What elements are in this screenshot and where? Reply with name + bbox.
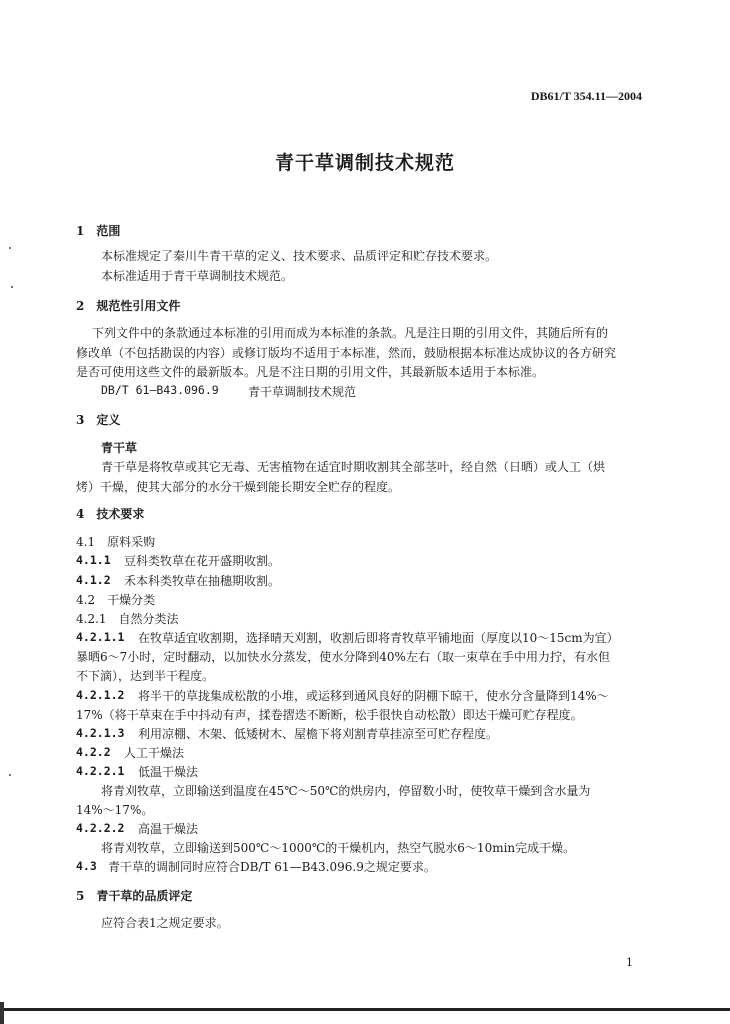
section-2-heading: 2 规范性引用文件 bbox=[76, 299, 181, 313]
section-1-paragraph-1: 本标准规定了秦川牛青干草的定义、技术要求、品质评定和贮存技术要求。 bbox=[101, 249, 498, 263]
clause-4-2-2-2-line-1: 将青刈牧草，立即输送到500℃～1000℃的干燥机内，热空气脱水6～10min完成干燥。 bbox=[101, 841, 576, 855]
clause-4-2-2-text: 人工干燥法 bbox=[124, 746, 185, 760]
clause-4-2-1: 4.2.1 自然分类法 bbox=[76, 612, 179, 626]
section-3-line-1: 青干草是将牧草或其它无毒、无害植物在适宜时期收割其全部茎叶，经自然（日晒）或人工（烘 bbox=[101, 460, 606, 474]
section-5-heading: 5 青干草的品质评定 bbox=[76, 889, 193, 903]
document-number: DB61/T 354.11—2004 bbox=[530, 89, 642, 103]
clause-4-2-1-3-text: 利用凉棚、木架、低矮树木、屋檐下将刈割青草挂凉至可贮存程度。 bbox=[138, 727, 499, 741]
clause-4-2-2-2-title: 高温干燥法 bbox=[138, 822, 199, 836]
reference-title: 青干草调制技术规范 bbox=[248, 385, 357, 399]
term-heading: 青干草 bbox=[101, 441, 138, 455]
clause-4-2-1-1-line-2: 暴晒6～7小时，定时翻动，以加快水分蒸发，使水分降到40%左右（取一束草在手中用力拧，有水但 bbox=[76, 650, 610, 664]
clause-4-3-number: 4.3 bbox=[76, 859, 97, 873]
section-4-heading: 4 技术要求 bbox=[76, 507, 145, 521]
clause-4-2-1-1-line-1: 在牧草适宜收割期，选择晴天刈割，收割后即将青牧草平铺地面（厚度以10～15cm为宜） bbox=[138, 631, 619, 645]
clause-4-1-2-number: 4.1.2 bbox=[76, 573, 111, 587]
page-number: 1 bbox=[626, 956, 633, 969]
clause-4-2-1-2-line-2: 17%（将干草束在手中抖动有声，揉卷摺迭不断断，松手很快自动松散）即达干燥可贮存程度。 bbox=[76, 708, 583, 722]
section-1-paragraph-2: 本标准适用于青干草调制技术规范。 bbox=[101, 269, 294, 283]
page-title: 青干草调制技术规范 bbox=[274, 152, 455, 174]
clause-4-1-1-text: 豆科类牧草在花开盛期收割。 bbox=[124, 554, 281, 568]
section-1-heading: 1 范围 bbox=[76, 224, 121, 238]
clause-4-2-2-number: 4.2.2 bbox=[76, 745, 111, 759]
scan-speck bbox=[9, 774, 11, 776]
clause-4-2-2-1-line-1: 将青刈牧草，立即输送到温度在45℃～50℃的烘房内，停留数小时，使牧草干燥到含水量为 bbox=[101, 784, 591, 798]
clause-4-1: 4.1 原料采购 bbox=[76, 535, 156, 549]
clause-4-2-2-2-number: 4.2.2.2 bbox=[76, 821, 125, 835]
section-2-line-2: 修改单（不包括勘误的内容）或修订版均不适用于本标准，然而，鼓励根据本标准达成协议的各方研究 bbox=[76, 346, 617, 360]
reference-code: DB/T 61—B43.096.9 bbox=[101, 383, 219, 397]
section-3-line-2: 烤）干燥，使其大部分的水分干燥到能长期安全贮存的程度。 bbox=[76, 480, 401, 494]
section-3-heading: 3 定义 bbox=[76, 413, 121, 427]
clause-4-2-1-1-line-3: 不下滴），达到半干程度。 bbox=[76, 669, 215, 683]
scan-left-edge bbox=[0, 1002, 4, 1024]
scan-speck bbox=[9, 247, 11, 249]
clause-4-1-1-number: 4.1.1 bbox=[76, 553, 111, 567]
section-5-paragraph-1: 应符合表1之规定要求。 bbox=[101, 916, 229, 930]
clause-4-2-1-3-number: 4.2.1.3 bbox=[76, 726, 125, 740]
scan-bottom-edge bbox=[0, 1008, 730, 1011]
scan-speck bbox=[11, 286, 13, 288]
clause-4-2-2-1-number: 4.2.2.1 bbox=[76, 764, 125, 778]
clause-4-2: 4.2 干燥分类 bbox=[76, 593, 156, 607]
clause-4-2-1-2-line-1: 将半干的草拢集成松散的小堆，或运移到通风良好的阴棚下晾干，使水分含量降到14%～ bbox=[138, 689, 609, 703]
section-2-line-3: 是否可使用这些文件的最新版本。凡是不注日期的引用文件，其最新版本适用于本标准。 bbox=[76, 365, 545, 379]
section-2-line-1: 下列文件中的条款通过本标准的引用而成为本标准的条款。凡是注日期的引用文件，其随后所有的 bbox=[92, 326, 609, 340]
clause-4-2-1-1-number: 4.2.1.1 bbox=[76, 630, 125, 644]
clause-4-2-1-2-number: 4.2.1.2 bbox=[76, 688, 125, 702]
clause-4-2-2-1-line-2: 14%～17%。 bbox=[76, 803, 154, 817]
clause-4-2-2-1-title: 低温干燥法 bbox=[138, 765, 199, 779]
clause-4-3-text: 青干草的调制同时应符合DB/T 61—B43.096.9之规定要求。 bbox=[108, 860, 436, 874]
clause-4-1-2-text: 禾本科类牧草在抽穗期收割。 bbox=[124, 574, 281, 588]
